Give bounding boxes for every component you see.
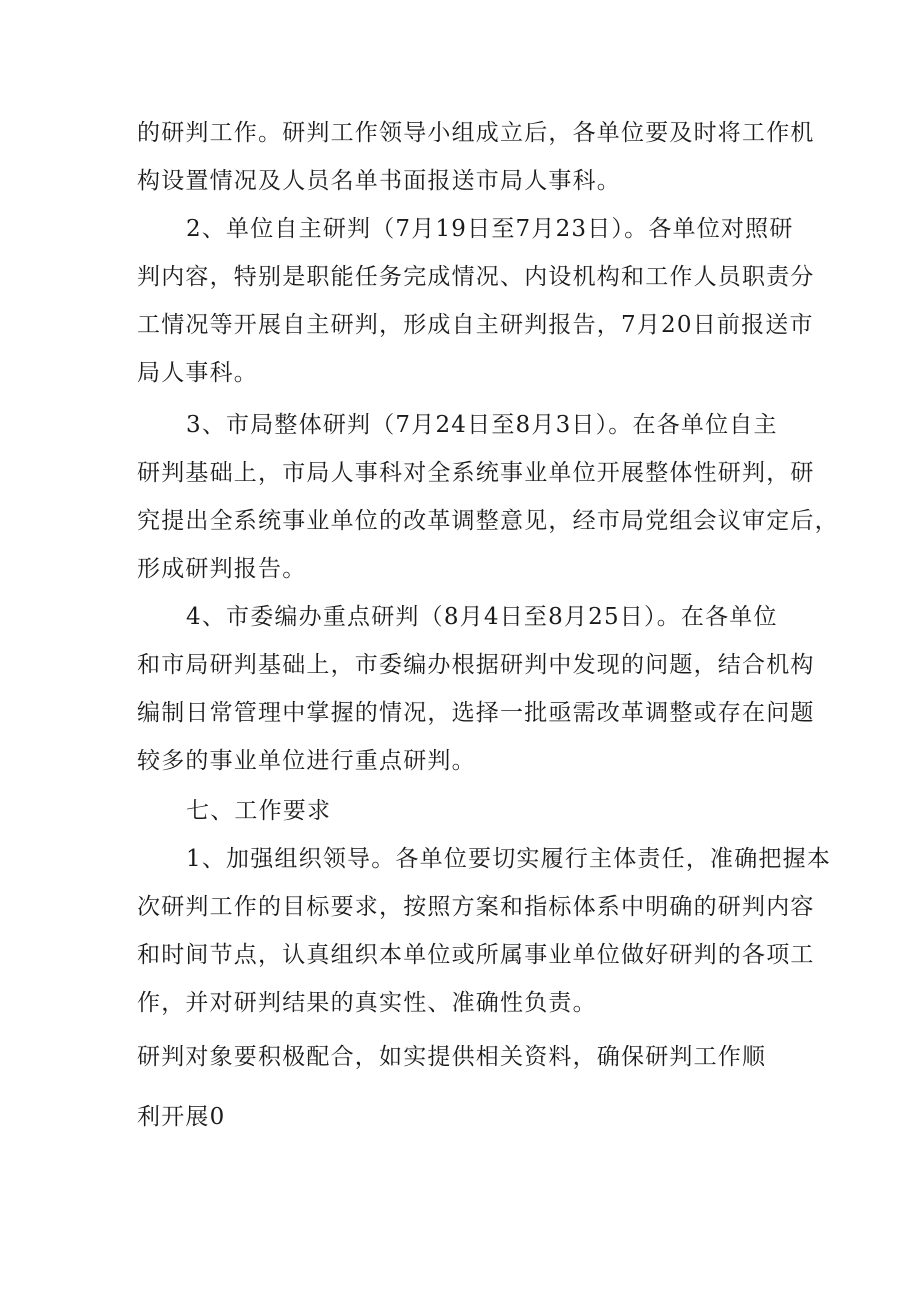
paragraph-line: 局人事科。 — [137, 360, 258, 386]
paragraph-line: 构设置情况及人员名单书面报送市局人事科。 — [137, 168, 621, 194]
section-heading: 七、工作要求 — [186, 798, 332, 824]
paragraph-line: 3、市局整体研判（7月24日至8月3日）。在各单位自主 — [186, 412, 778, 438]
paragraph-line: 和时间节点，认真组织本单位或所属事业单位做好研判的各项工 — [137, 942, 815, 968]
paragraph-line: 利开展0 — [137, 1104, 226, 1130]
paragraph-line: 的研判工作。研判工作领导小组成立后，各单位要及时将工作机 — [137, 120, 815, 146]
paragraph-line: 编制日常管理中掌握的情况，选择一批亟需改革调整或存在问题 — [137, 700, 815, 726]
paragraph-line: 4、市委编办重点研判（8月4日至8月25日）。在各单位 — [186, 604, 778, 630]
paragraph-line: 究提出全系统事业单位的改革调整意见，经市局党组会议审定后， — [137, 508, 839, 534]
paragraph-line: 判内容，特别是职能任务完成情况、内设机构和工作人员职责分 — [137, 264, 815, 290]
paragraph-line: 较多的事业单位进行重点研判。 — [137, 748, 476, 774]
paragraph-line: 和市局研判基础上，市委编办根据研判中发现的问题，结合机构 — [137, 652, 815, 678]
paragraph-line: 作，并对研判结果的真实性、准确性负责。 — [137, 990, 597, 1016]
paragraph-line: 形成研判报告。 — [137, 556, 307, 582]
paragraph-line: 1、加强组织领导。各单位要切实履行主体责任，准确把握本 — [186, 846, 832, 872]
paragraph-line: 研判对象要积极配合，如实提供相关资料，确保研判工作顺 — [137, 1044, 767, 1070]
paragraph-line: 研判基础上，市局人事科对全系统事业单位开展整体性研判，研 — [137, 460, 815, 486]
paragraph-line: 次研判工作的目标要求，按照方案和指标体系中明确的研判内容 — [137, 894, 815, 920]
paragraph-line: 工情况等开展自主研判，形成自主研判报告，7月20日前报送市 — [137, 312, 814, 338]
paragraph-line: 2、单位自主研判（7月19日至7月23日）。各单位对照研 — [186, 216, 794, 242]
